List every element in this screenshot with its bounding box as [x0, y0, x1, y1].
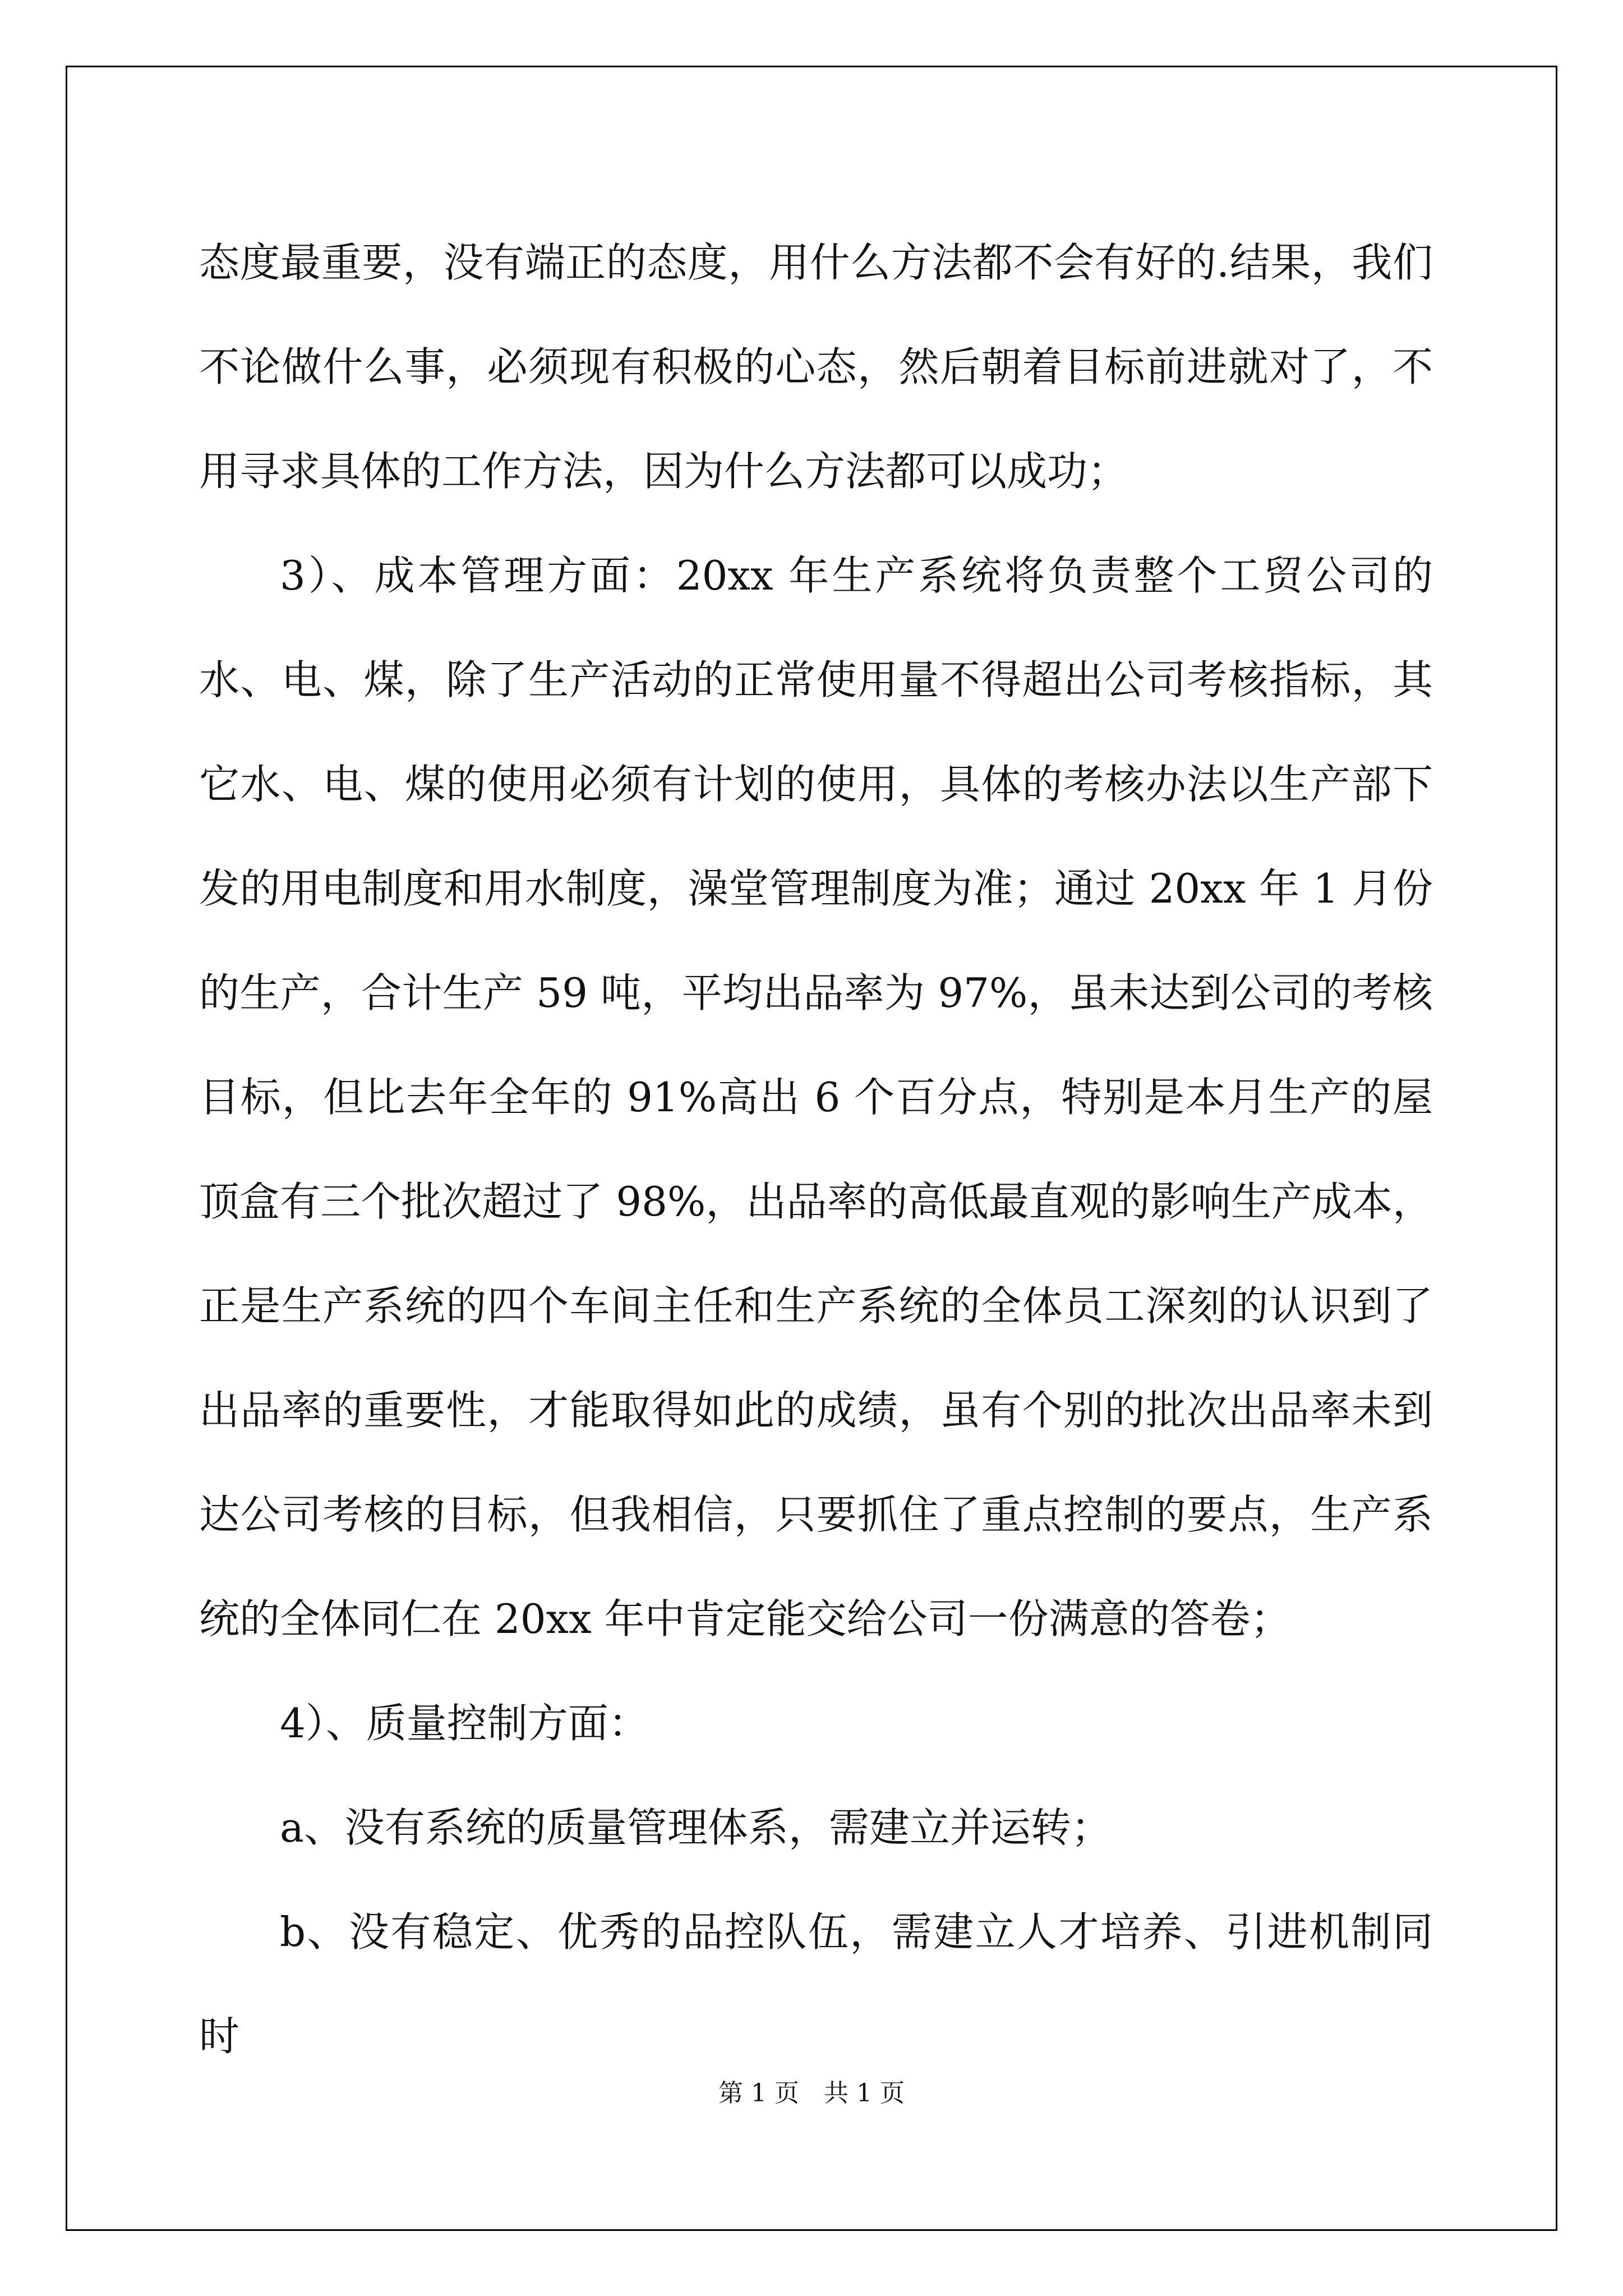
page-footer — [0, 2073, 1623, 2109]
paragraph-3: 4）、质量控制方面： — [280, 1700, 649, 1747]
paragraph-2: 3）、成本管理方面：20xx 年生产系统将负责整个工贸公司的水、电、煤，除了生产活动的正常使用量不得超出公司考核指标，其它水、电、煤的使用必须有计划的使用，具体的考核办法以生产部下发的用电制度和用水制度，澡堂管理制度为准；通过 20xx 年 1 月份的生产，合计生产 59 吨，平均出品率为 97%，虽未达到公司的考核目标，但比去年全年的 91%高出 6 个百分点，特别是本月生产的屋顶盒有三个批次超过了 98%，出品率的高低最直观的影响生产成本，正是生产系统的四个车间主任和生产系统的全体员工深刻的认识到了出品率的重要性，才能取得如此的成绩，虽有个别的批次出品率未到达公司考核的目标，但我相信，只要抓住了重点控制的要点，生产系统的全体同仁在 20xx 年中肯定能交给公司一份满意的答卷； — [199, 552, 1433, 1642]
paragraph-4: a、没有系统的质量管理体系，需建立并运转； — [280, 1804, 1112, 1851]
document-body — [199, 210, 1433, 2088]
paragraph-5: b、没有稳定、优秀的品控队伍，需建立人才培养、引进机制同时 — [199, 1908, 1433, 2060]
page-number-label: 第 1 页 共 1 页 — [718, 2079, 905, 2108]
paragraph-1: 态度最重要，没有端正的态度，用什么方法都不会有好的.结果，我们不论做什么事，必须现有积极的心态，然后朝着目标前进就对了，不用寻求具体的工作方法，因为什么方法都可以成功； — [199, 239, 1433, 495]
